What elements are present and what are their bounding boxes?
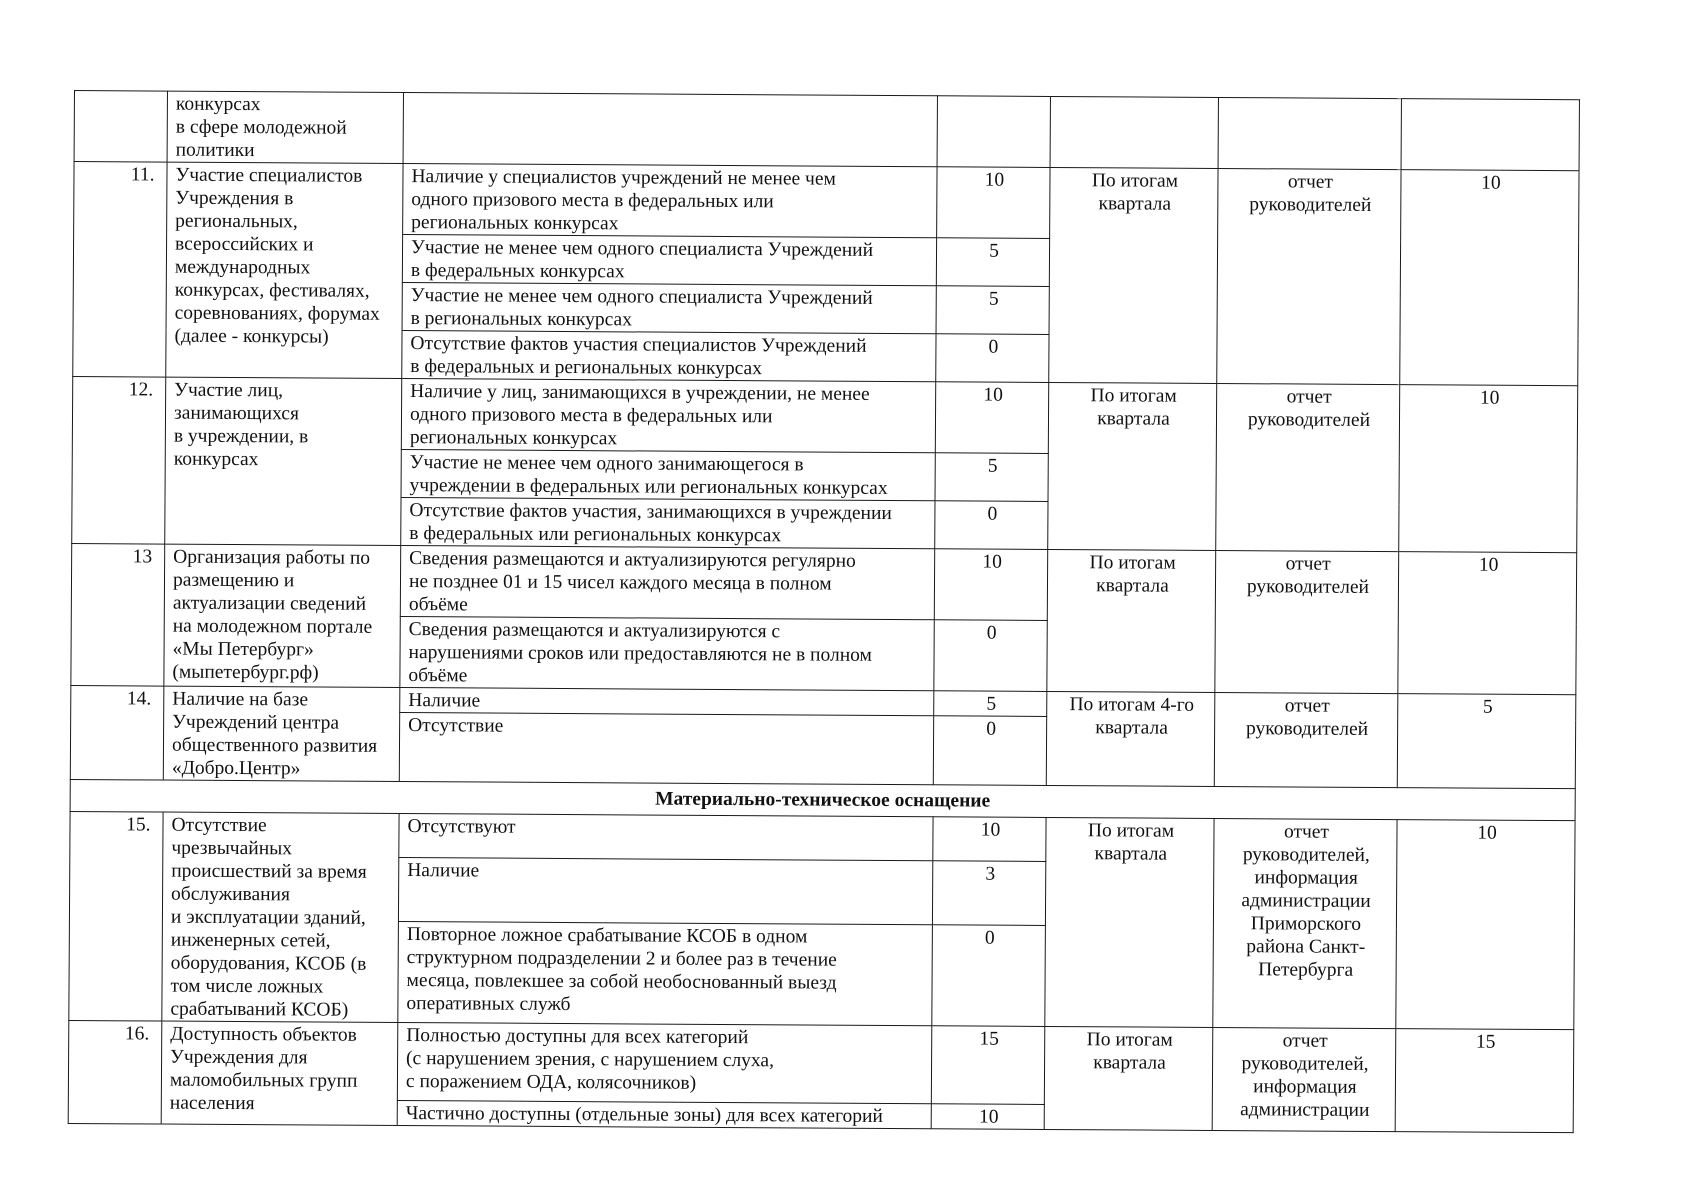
source: отчет руководителей <box>1215 550 1399 693</box>
criterion-points: 10 <box>935 382 1048 454</box>
source: отчет руководителей <box>1217 168 1401 384</box>
criterion-points: 10 <box>937 167 1050 239</box>
indicator-name: Наличие на базе Учреждений центра общественного развития «Добро.Центр» <box>163 686 400 781</box>
max-points: 5 <box>1397 694 1576 789</box>
indicator-name: Участие лиц, занимающихся в учреждении, в конкурсах <box>165 377 402 545</box>
period: По итогам квартала <box>1045 817 1214 1027</box>
criterion-points: 0 <box>932 925 1046 1027</box>
row-number: 13 <box>71 543 165 686</box>
max-points: 10 <box>1396 820 1575 1030</box>
criterion-points: 15 <box>931 1026 1044 1105</box>
criterion-points: 0 <box>933 716 1046 786</box>
criterion-text: Повторное ложное срабатывание КСОБ в одном структурном подразделении 2 и более раз в течение месяца, повлекшее за собой необоснованный выезд оперативных служб <box>398 922 933 1026</box>
max-points: 10 <box>1398 552 1577 695</box>
criterion-text: Сведения размещаются и актуализируются регулярно не позднее 01 и 15 чисел каждого месяца в полном объёме <box>400 546 934 620</box>
criterion-points: 5 <box>936 238 1049 287</box>
table-row <box>74 91 1579 171</box>
indicator-name: Участие специалистов Учреждения в региональных, всероссийских и международных конкурсах, фестивалях, соревнованиях, форумах (далее - конкурсы) <box>166 162 403 378</box>
criterion-text: Наличие <box>400 688 934 716</box>
criterion-points: 5 <box>935 453 1048 502</box>
criterion-text: Отсутствие фактов участия, занимающихся в учреждении в федеральных или региональных конкурсах <box>401 498 935 549</box>
source: отчет руководителей <box>1214 692 1398 787</box>
criteria-table <box>68 90 1580 1133</box>
row-number: 16. <box>68 1020 162 1124</box>
criterion-text: Наличие у специалистов учреждений не менее чем одного призового места в федеральных или региональных конкурсах <box>403 164 937 238</box>
indicator-name: Организация работы по размещению и актуализации сведений на молодежном портале «Мы Петербург» (мыпетербург.рф) <box>164 544 401 687</box>
criterion-points: 3 <box>932 861 1045 926</box>
table-row <box>72 376 1577 456</box>
criterion-text: Отсутствуют <box>399 813 933 860</box>
table-row <box>68 1020 1573 1107</box>
criterion-text: Отсутствие фактов участия специалистов Учреждений в федеральных и региональных конкурсах <box>402 331 936 382</box>
max-points: 10 <box>1399 385 1578 553</box>
criterion-text: Наличие <box>398 858 932 925</box>
period: По итогам квартала <box>1047 549 1216 692</box>
criterion-text: Участие не менее чем одного занимающегося в учреждении в федеральных или региональных конкурсах <box>401 450 935 501</box>
criterion-text: Сведения размещаются и актуализируются с нарушениями сроков или предоставляются не в полном объёме <box>400 617 934 691</box>
row-number: 14. <box>70 685 164 780</box>
table-row <box>74 162 1579 242</box>
source: отчет руководителей, информация администрации Приморского района Санкт- Петербурга <box>1213 818 1397 1028</box>
max-points <box>1401 99 1579 171</box>
indicator-name: Отсутствие чрезвычайных происшествий за время обслуживания и эксплуатации зданий, инженерных сетей, оборудования, КСОБ (в том числе ложных срабатываний КСОБ) <box>162 812 399 1022</box>
criterion-text <box>403 93 937 167</box>
source: отчет руководителей <box>1216 383 1400 551</box>
criterion-text: Участие не менее чем одного специалиста Учреждений в федеральных конкурсах <box>402 235 936 286</box>
indicator-name: Доступность объектов Учреждения для маломобильных групп населения <box>161 1021 398 1125</box>
period: По итогам квартала <box>1044 1026 1213 1130</box>
criterion-points: 5 <box>936 286 1049 335</box>
row-number: 11. <box>73 162 167 378</box>
criterion-text: Полностью доступны для всех категорий (с нарушением зрения, с нарушением слуха, с поражением ОДА, колясочников) <box>397 1022 931 1103</box>
row-number <box>74 91 167 163</box>
criterion-text: Отсутствие <box>399 713 933 785</box>
table-row <box>70 811 1575 864</box>
criterion-points: 0 <box>934 620 1047 692</box>
criterion-points: 5 <box>934 691 1047 717</box>
row-number: 15. <box>69 811 163 1021</box>
criterion-points: 10 <box>934 549 1047 621</box>
indicator-name: конкурсах в сфере молодежной политики <box>167 91 403 163</box>
table-row <box>71 543 1576 623</box>
period <box>1050 96 1218 168</box>
criterion-points: 10 <box>933 817 1046 862</box>
period: По итогам 4-го квартала <box>1046 691 1215 786</box>
criterion-points <box>937 96 1050 168</box>
criterion-points: 0 <box>936 334 1049 383</box>
max-points: 15 <box>1395 1029 1574 1133</box>
period: По итогам квартала <box>1048 382 1217 550</box>
source: отчет руководителей, информация администрации <box>1212 1027 1396 1131</box>
criterion-points: 0 <box>935 501 1048 550</box>
period: По итогам квартала <box>1049 167 1218 383</box>
source <box>1218 97 1401 169</box>
criterion-text: Наличие у лиц, занимающихся в учреждении, не менее одного призового места в федеральных или региональных конкурсах <box>401 379 935 453</box>
section-title: Материально-техническое оснащение <box>70 779 1575 820</box>
criterion-points: 10 <box>931 1104 1044 1130</box>
criterion-text: Частично доступны (отдельные зоны) для всех категорий <box>397 1100 931 1128</box>
criterion-text: Участие не менее чем одного специалиста Учреждений в региональных конкурсах <box>402 283 936 334</box>
row-number: 12. <box>72 376 166 544</box>
max-points: 10 <box>1400 170 1579 386</box>
